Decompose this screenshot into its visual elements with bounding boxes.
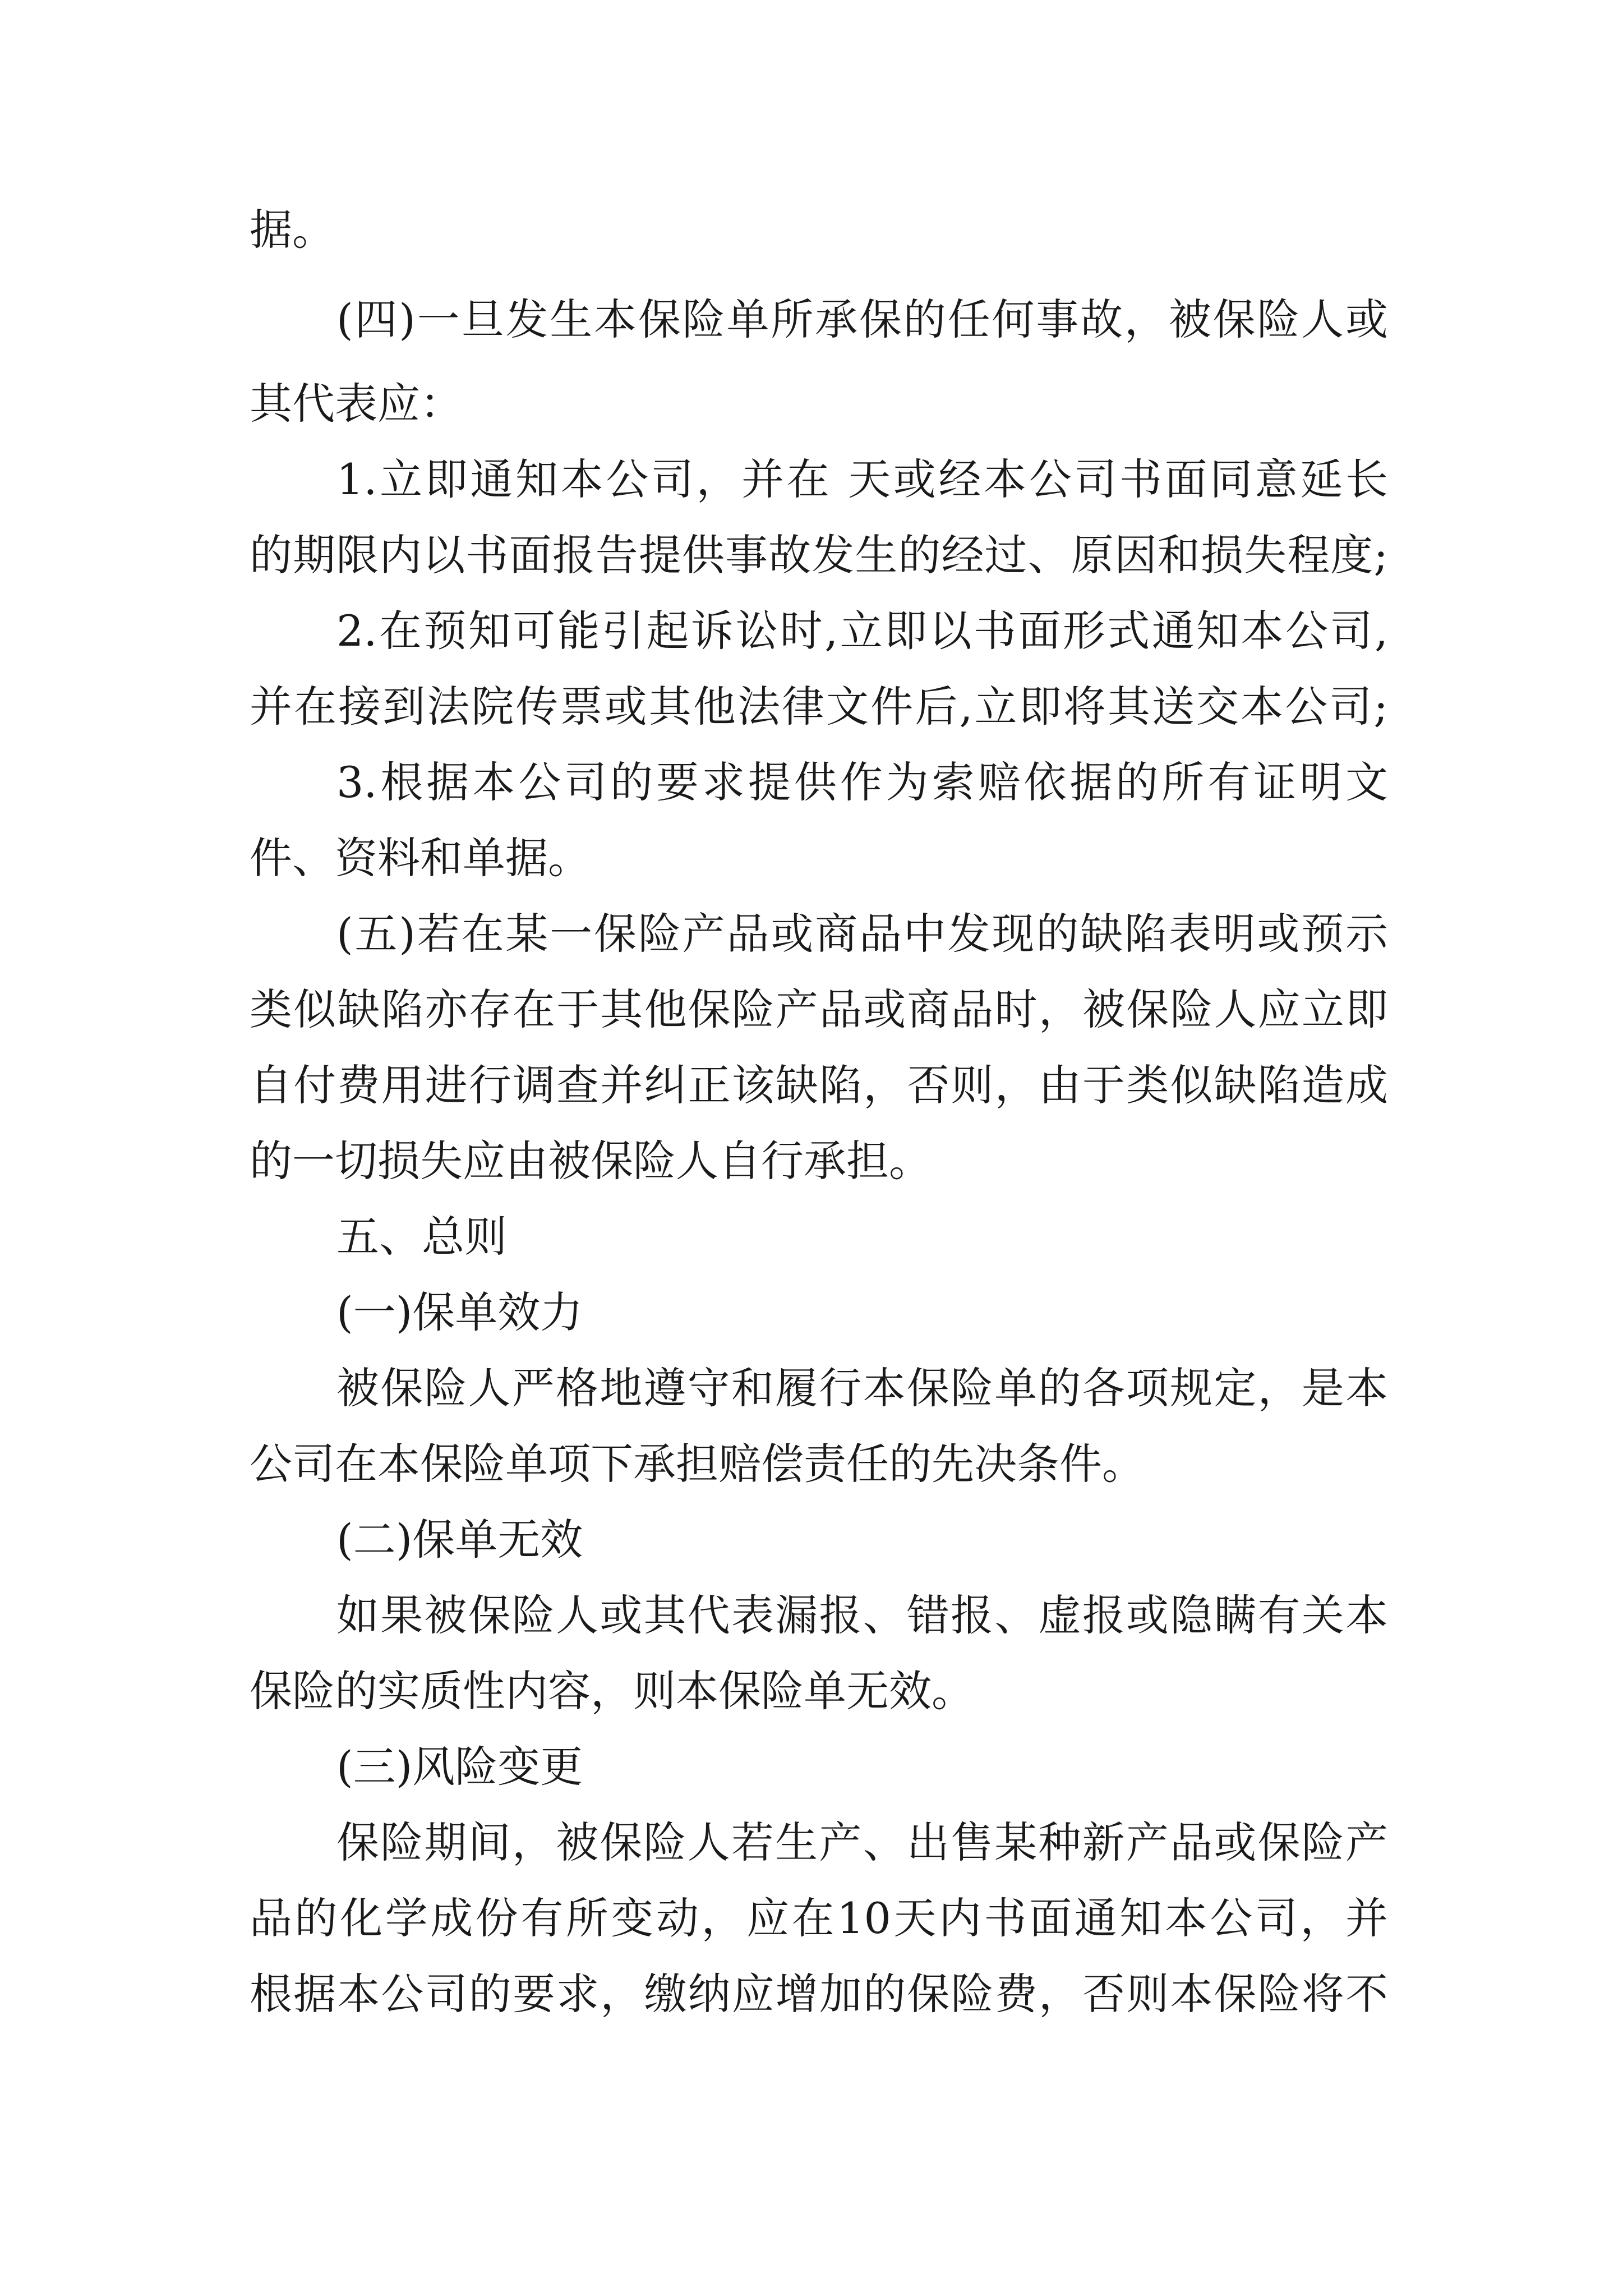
text-line-12: 自付费用进行调查并纠正该缺陷，否则，由于类似缺陷造成 xyxy=(250,1060,1388,1110)
text-line-23: 品的化学成份有所变动，应在10天内书面通知本公司，并 xyxy=(250,1893,1388,1943)
text-line-10: (五)若在某一保险产品或商品中发现的缺陷表明或预示 xyxy=(336,909,1388,959)
text-line-1: 据。 xyxy=(250,205,335,255)
text-line-2: (四)一旦发生本保险单所承保的任何事故，被保险人或 xyxy=(336,295,1388,344)
text-line-13: 的一切损失应由被保险人自行承担。 xyxy=(250,1136,932,1186)
section-heading: 五、总则 xyxy=(336,1212,507,1262)
text-line-9: 件、资料和单据。 xyxy=(250,833,591,883)
text-line-6: 2.在预知可能引起诉讼时,立即以书面形式通知本公司, xyxy=(336,606,1388,656)
text-line-5: 的期限内以书面报告提供事故发生的经过、原因和损失程度; xyxy=(250,530,1388,580)
subheading-3: (三)风险变更 xyxy=(336,1742,583,1792)
text-line-19: 如果被保险人或其代表漏报、错报、虚报或隐瞒有关本 xyxy=(336,1590,1388,1640)
text-line-22: 保险期间，被保险人若生产、出售某种新产品或保险产 xyxy=(336,1818,1388,1867)
text-line-8: 3.根据本公司的要求提供作为索赔依据的所有证明文 xyxy=(336,757,1388,807)
text-line-24: 根据本公司的要求，缴纳应增加的保险费，否则本保险将不 xyxy=(250,1969,1388,2019)
text-line-20: 保险的实质性内容，则本保险单无效。 xyxy=(250,1666,974,1716)
subheading-2: (二)保单无效 xyxy=(336,1515,583,1565)
text-line-11: 类似缺陷亦存在于其他保险产品或商品时，被保险人应立即 xyxy=(250,984,1388,1034)
subheading-1: (一)保单效力 xyxy=(336,1287,583,1337)
text-line-3: 其代表应： xyxy=(250,379,463,429)
text-line-17: 公司在本保险单项下承担赔偿责任的先决条件。 xyxy=(250,1439,1145,1489)
text-line-16: 被保险人严格地遵守和履行本保险单的各项规定，是本 xyxy=(336,1363,1388,1413)
text-line-4: 1.立即通知本公司，并在 天或经本公司书面同意延长 xyxy=(336,454,1388,504)
text-line-7: 并在接到法院传票或其他法律文件后,立即将其送交本公司; xyxy=(250,682,1388,731)
